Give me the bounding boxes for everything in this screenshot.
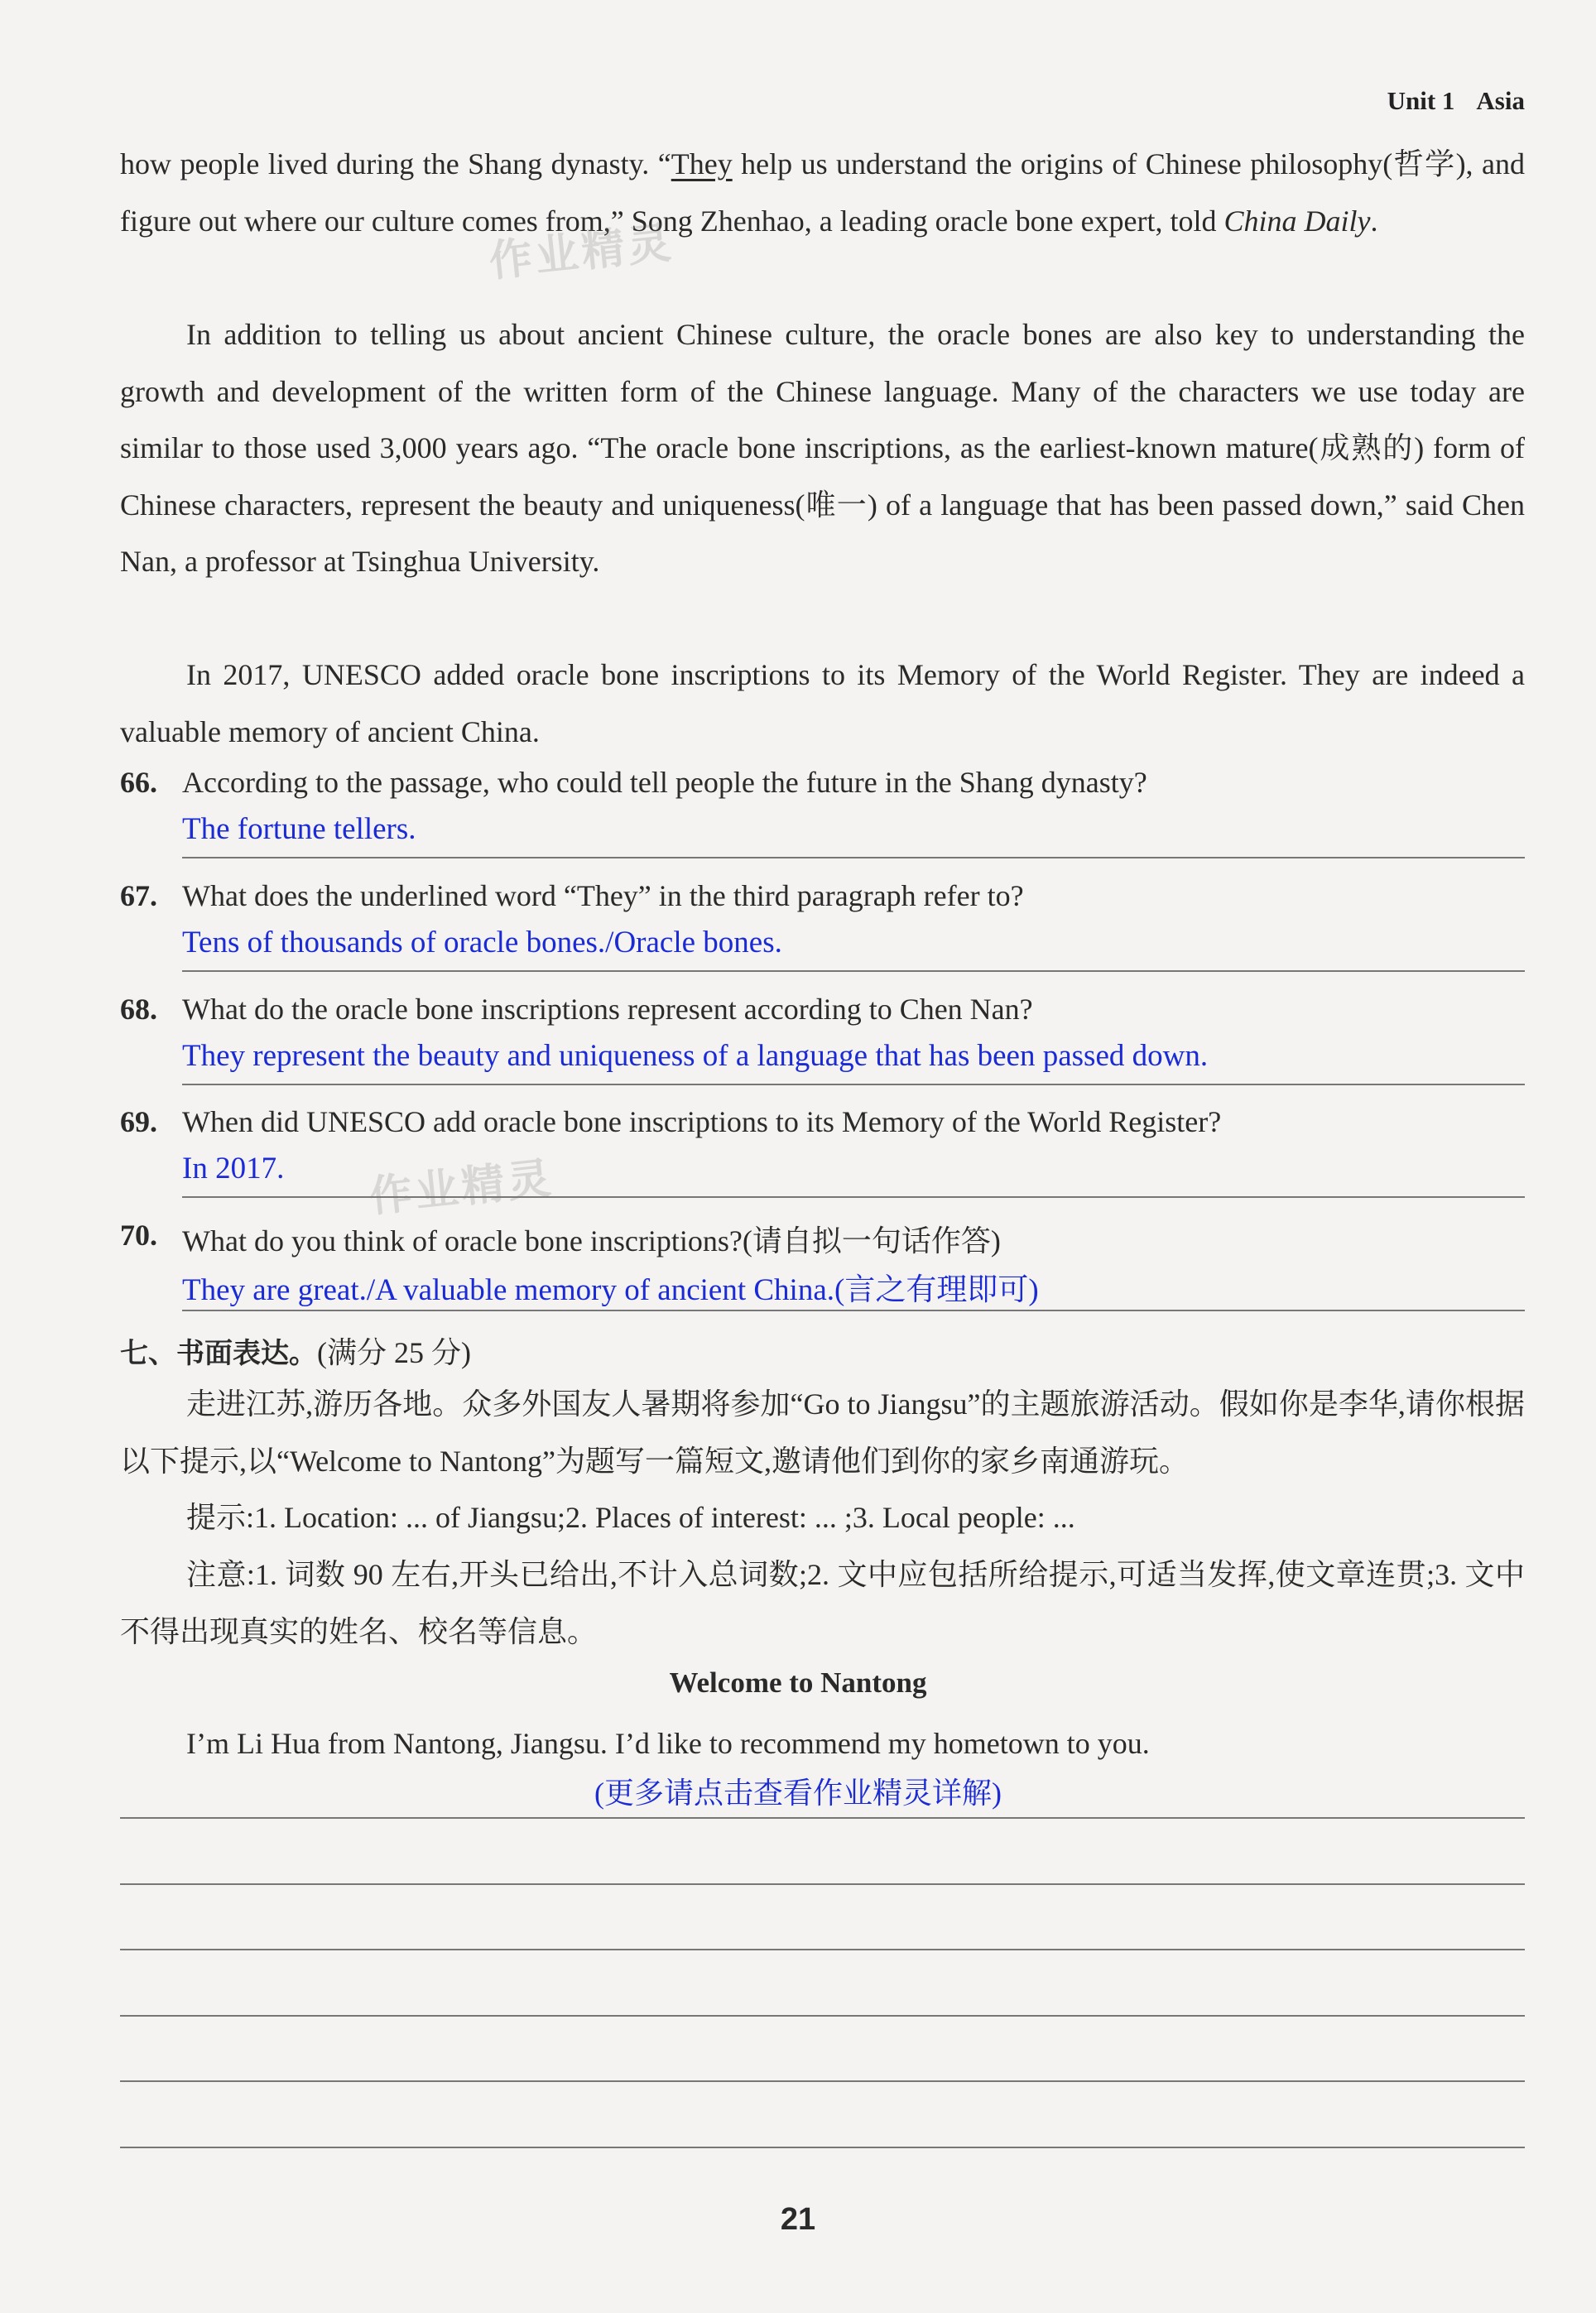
writing-line [120,1817,1525,1819]
writing-instruction: 走进江苏,游历各地。众多外国友人暑期将参加“Go to Jiangsu”的主题旅游活动。假如你是李华,请你根据以下提示,以“Welcome to Nantong”为题写一篇短文,邀请他们到你的家乡南通游玩。 [120,1387,1525,1478]
question-number: 68. [120,993,157,1026]
question-text: When did UNESCO add oracle bone inscriptions to its Memory of the World Register? [182,1105,1222,1138]
underlined-word-they: They [671,147,733,180]
writing-notes: 注意:1. 词数 90 左右,开头已给出,不计入总词数;2. 文中应包括所给提示,可适当发挥,使文章连贯;3. 文中不得出现真实的姓名、校名等信息。 [120,1558,1525,1648]
answer-line [182,1310,1525,1311]
china-daily-title: China Daily [1223,204,1371,238]
watermark: 作业精灵 [367,1153,557,1223]
answer-line [182,857,1525,858]
writing-line [120,1883,1525,1885]
more-details-link[interactable]: (更多请点击查看作业精灵详解) [594,1777,1002,1810]
question-number: 69. [120,1105,157,1138]
passage-paragraph-1: how people lived during the Shang dynasty. “They help us understand the origins of Chinese philosophy(哲学), and figure out where our culture comes from,” Song Zhenhao, a leading oracle bone expert, told China Daily. [120,147,1525,238]
question-text: What do you think of oracle bone inscriptions?(请自拟一句话作答) [182,1224,1001,1257]
writing-line [120,2015,1525,2017]
unit-title: Asia [1476,86,1525,115]
question-text: According to the passage, who could tell people the future in the Shang dynasty? [182,766,1147,799]
answer-text: In 2017. [182,1152,285,1185]
answer-line [182,1084,1525,1085]
page-header [1387,86,1525,116]
answer-text: The fortune tellers. [182,812,416,846]
section-score: (满分 25 分) [317,1336,471,1369]
passage-paragraph-2: In addition to telling us about ancient Chinese culture, the oracle bones are also key to understanding the growth and development of the written form of the Chinese language. Many of the characters we use today are similar to those used 3,000 years ago. “The oracle bone inscriptions, as the earliest-known mature(成熟的) form of Chinese characters, represent the beauty and uniqueness(唯一) of a language that has been passed down,” said Chen Nan, a professor at Tsinghua University. [120,318,1525,578]
writing-hints: 提示:1. Location: ... of Jiangsu;2. Places of interest: ... ;3. Local people: ... [186,1501,1075,1534]
passage-paragraph-3: In 2017, UNESCO added oracle bone inscriptions to its Memory of the World Register. They are indeed a valuable memory of ancient China. [120,658,1525,748]
writing-line [120,2147,1525,2148]
section-heading: 七、书面表达。 [120,1337,317,1370]
watermark: 作业精灵 [487,218,677,287]
question-number: 66. [120,766,157,799]
question-text: What do the oracle bone inscriptions represent according to Chen Nan? [182,993,1033,1026]
question-number: 67. [120,879,157,912]
question-number: 70. [120,1219,157,1252]
answer-text: Tens of thousands of oracle bones./Oracle bones. [182,926,782,959]
answer-line [182,970,1525,972]
essay-opening-line: I’m Li Hua from Nantong, Jiangsu. I’d like to recommend my hometown to you. [186,1727,1150,1760]
writing-line [120,2080,1525,2082]
unit-label: Unit 1 [1387,86,1455,115]
essay-title: Welcome to Nantong [669,1666,927,1699]
answer-text: They represent the beauty and uniqueness of a language that has been passed down. [182,1039,1209,1073]
writing-line [120,1949,1525,1950]
answer-text: They are great./A valuable memory of ancient China.(言之有理即可) [182,1273,1039,1307]
writing-section-title [120,1330,471,1372]
page-number: 21 [780,2202,816,2237]
question-text: What does the underlined word “They” in the third paragraph refer to? [182,879,1024,912]
